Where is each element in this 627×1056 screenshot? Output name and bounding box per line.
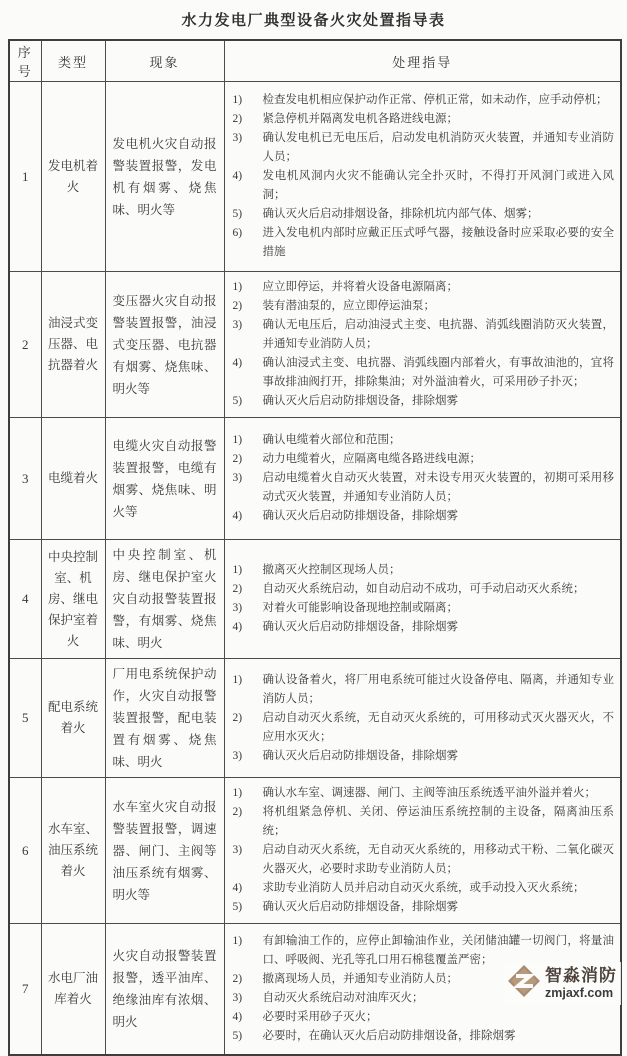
guidance-item-number: 2) [232,806,243,818]
guidance-item-number: 5) [232,901,243,913]
guidance-item [233,898,615,917]
guidance-item [233,205,615,224]
guidance-item-number: 3) [232,991,243,1004]
guidance-item-number: 4) [232,621,243,633]
guidance-item [233,709,615,747]
guidance-item-text: 确认油浸式主变、电抗器、消弧线圈内部着火，有事故油池的，宜将事故排油阀打开，排除集油；对外溢油着火，可采用砂子扑灭； [262,357,614,388]
guidance-item-text: 确认设备着火，将厂用电系统可能过火设备停电、隔离，并通知专业消防人员； [262,673,614,705]
guidance-item-text: 进入发电机内部时应戴正压式呼气器，接触设备时应采取必要的安全措施 [262,227,614,258]
guidance-item-number: 4) [232,357,243,369]
guidance-item [233,129,615,167]
guidance-item-text: 将机组紧急停机、关闭、停运油压系统控制的主设备，隔离油压系统； [262,806,614,837]
guidance-item-text: 确认灭火后启动排烟设备，排除机坑内部气体、烟雾； [262,208,539,220]
guidance-item-number: 3) [232,319,243,331]
guidance-item-text: 启动自动灭火系统，无自动灭火系统的，用移动式干粉、二氧化碳灭火器灭火，必要时求助专业消防人员； [262,844,614,875]
guidance-item-number: 1) [232,673,243,686]
guidance-item [233,841,615,879]
guidance-item [233,469,615,507]
guidance-item-text: 装有潜油泵的，应立即停运油泵； [262,300,435,312]
row-number: 6 [9,778,41,924]
guidance-item-number: 3) [232,749,243,762]
guidance-item-number: 4) [232,882,243,894]
column-header-guidance: 处理指导 [224,40,621,82]
guidance-item [233,599,615,618]
guidance-list [224,272,621,418]
guidance-item-text: 应立即停运，并将着火设备电源隔离； [262,281,458,293]
guidance-item-number: 3) [232,602,243,614]
watermark-brand: 智淼消防 [545,966,617,986]
page-title: 水力发电厂典型设备火灾处置指导表 [181,13,446,29]
guidance-list [224,778,621,924]
guidance-item-text: 必要时，在确认灭火后启动防排烟设备，排除烟雾 [262,1029,516,1042]
guidance-item-text: 确认电缆着火部位和范围； [262,434,401,446]
watermark-domain: zmjaxf.com [545,986,614,1001]
guidance-item [233,354,615,392]
guidance-item [233,278,615,297]
guidance-item-text: 自动灭火系统启动对油库灭火； [262,991,424,1004]
guidance-item-number: 1) [232,564,243,576]
fire-type: 发电机着火 [41,82,105,272]
phenomenon-text: 水车室火灾自动报警装置报警，调速器、闸门、主阀等油压系统有烟雾、明火等 [105,778,224,924]
guidance-item-text: 确认灭火后启动防排烟设备，排除烟雾 [262,395,458,407]
guidance-item-text: 启动电缆着火自动灭火装置，对未设专用灭火装置的，初期可采用移动式灭火装置，并通知专业消防人员； [262,472,614,503]
zhimiao-fire-logo-icon [507,964,541,1003]
guidance-item [233,507,615,526]
guidance-item [233,91,615,110]
guidance-item-text: 紧急停机并隔离发电机各路进线电源； [262,113,458,125]
guidance-item-number: 5) [232,1029,243,1042]
guidance-item [233,224,615,262]
guidance-item [233,450,615,469]
guidance-item-text: 有卸输油工作的，应停止卸输油作业，关闭储油罐一切阀门，将量油口、呼吸阀、光孔等孔口用石棉毯覆盖严密； [262,934,614,966]
row-number: 2 [9,272,41,418]
watermark [503,962,621,1005]
row-number: 5 [9,659,41,778]
guidance-item [233,1027,615,1046]
table-row [9,778,621,924]
guidance-item-number: 1) [232,934,243,947]
guidance-item-number: 4) [232,510,243,522]
guidance-item-text: 对着火可能影响设备现地控制或隔离； [262,602,458,614]
guidance-item-number: 2) [232,972,243,985]
phenomenon-text: 厂用电系统保护动作，火灾自动报警装置报警，配电装置有烟雾、烧焦味、明火 [105,659,224,778]
fire-type: 水车室、油压系统着火 [41,778,105,924]
fire-disposal-guide-table [8,39,622,1056]
guidance-item-text: 求助专业消防人员并启动自动灭火系统，或手动投入灭火系统； [262,882,585,894]
guidance-item-text: 动力电缆着火，应隔离电缆各路进线电源； [262,453,481,465]
row-number: 4 [9,540,41,659]
table-row [9,82,621,272]
phenomenon-text: 变压器火灾自动报警装置报警，油浸式变压器、电抗器有烟雾、烧焦味、明火等 [105,272,224,418]
guidance-item-number: 1) [232,787,243,799]
guidance-item [233,879,615,898]
guidance-list [224,659,621,778]
guidance-item-text: 确认灭火后启动防排烟设备，排除烟雾 [262,749,458,762]
guidance-item [233,784,615,803]
table-row [9,659,621,778]
guidance-item-text: 检查发电机相应保护动作正常、停机正常，如未动作，应手动停机； [262,94,608,106]
guidance-item-number: 5) [232,208,243,220]
table-row [9,540,621,659]
guidance-item-text: 发电机风洞内火灾不能确认完全扑灭时，不得打开风洞门或进入风洞； [262,170,614,201]
phenomenon-text: 发电机火灾自动报警装置报警，发电机有烟雾、烧焦味、明火等 [105,82,224,272]
guidance-item-number: 2) [232,300,243,312]
column-header-number: 序号 [9,40,41,82]
guidance-item [233,618,615,637]
column-header-phenomenon: 现象 [105,40,224,82]
guidance-item-text: 撤离灭火控制区现场人员； [262,564,401,576]
guidance-item-text: 确认灭火后启动防排烟设备，排除烟雾 [262,621,458,633]
guidance-item-number: 3) [232,472,243,484]
fire-type: 配电系统着火 [41,659,105,778]
phenomenon-text: 火灾自动报警装置报警，透平油库、绝缘油库有浓烟、明火 [105,924,224,1055]
header-row [9,40,621,82]
column-header-type: 类型 [41,40,105,82]
guidance-item-number: 1) [232,434,243,446]
fire-type: 油浸式变压器、电抗器着火 [41,272,105,418]
row-number: 3 [9,418,41,540]
guidance-item-number: 2) [232,711,243,724]
guidance-item [233,671,615,709]
guidance-item-text: 启动自动灭火系统，无自动灭火系统的，可用移动式灭火器灭火，不应用水灭火； [262,711,614,743]
guidance-item-number: 1) [232,94,243,106]
guidance-item [233,580,615,599]
guidance-item-number: 2) [232,453,243,465]
guidance-item-number: 4) [232,170,243,182]
row-number: 7 [9,924,41,1055]
guidance-item-text: 确认灭火后启动防排烟设备，排除烟雾 [262,510,458,522]
guidance-item-number: 1) [232,281,243,293]
guidance-item [233,803,615,841]
guidance-list [224,418,621,540]
guidance-item-number: 3) [232,132,243,144]
guidance-item [233,392,615,411]
guidance-item-text: 必要时采用砂子灭火； [262,1010,378,1023]
guidance-item-number: 2) [232,113,243,125]
phenomenon-text: 电缆火灾自动报警装置报警，电缆有烟雾、烧焦味、明火等 [105,418,224,540]
guidance-item-text: 撤离现场人员，并通知专业消防人员； [262,972,458,985]
fire-type: 电缆着火 [41,418,105,540]
table-row [9,272,621,418]
guidance-item-number: 5) [232,395,243,407]
guidance-item [233,110,615,129]
guidance-item-text: 确认灭火后启动防排烟设备，排除烟雾 [262,901,458,913]
guidance-item [233,167,615,205]
guidance-item-number: 6) [232,227,243,239]
fire-type: 中央控制室、机房、继电保护室着火 [41,540,105,659]
guidance-item [233,316,615,354]
guidance-item-text: 确认水车室、调速器、闸门、主阀等油压系统透平油外溢并着火； [262,787,596,799]
guidance-item-text: 确认发电机已无电压后，启动发电机消防灭火装置，并通知专业消防人员； [262,132,614,163]
guidance-item [233,747,615,766]
guidance-item [233,1008,615,1027]
fire-type: 水电厂油库着火 [41,924,105,1055]
row-number: 1 [9,82,41,272]
guidance-list [224,540,621,659]
guidance-item-text: 自动灭火系统启动，如自动启动不成功，可手动启动灭火系统； [262,583,585,595]
guidance-item-number: 3) [232,844,243,856]
guidance-item-number: 4) [232,1010,243,1023]
guidance-item [233,431,615,450]
guidance-item [233,297,615,316]
guidance-item-text: 确认无电压后，启动油浸式主变、电抗器、消弧线圈消防灭火装置，并通知专业消防人员； [262,319,614,350]
guidance-item-number: 2) [232,583,243,595]
table-row [9,418,621,540]
guidance-item [233,561,615,580]
guidance-list [224,82,621,272]
phenomenon-text: 中央控制室、机房、继电保护室火灾自动报警装置报警，有烟雾、烧焦味、明火 [105,540,224,659]
